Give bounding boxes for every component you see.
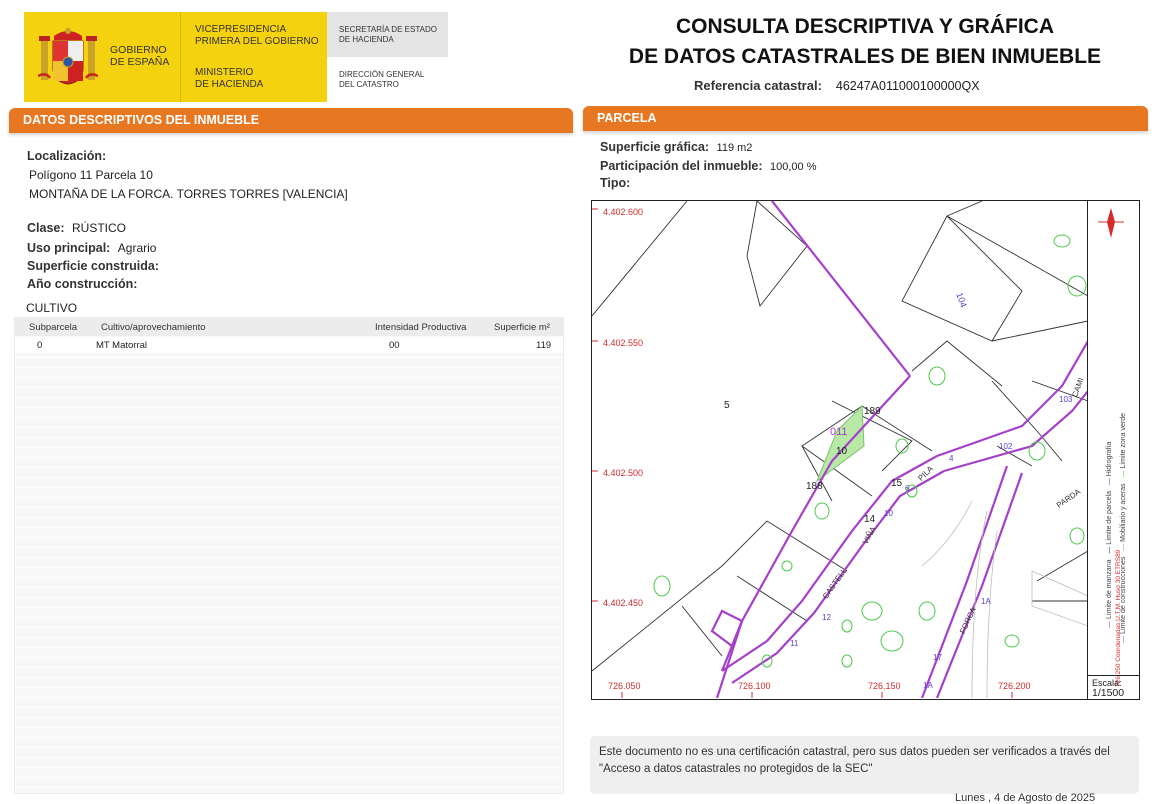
north-arrow-icon — [1094, 206, 1128, 240]
map-y-tick-1: 4.402.600 — [603, 207, 644, 217]
street-label-forca: FORCA — [958, 605, 978, 636]
map-y-tick-2: 4.402.550 — [603, 338, 644, 348]
referencia-value: 46247A011000100000QX — [835, 79, 980, 93]
uso-label: Uso principal: — [27, 241, 111, 255]
legend-limite-manzana: Límite de manzana — [1106, 559, 1113, 620]
banner-grey-block — [327, 12, 448, 102]
legend-limite-construcciones: Límite de construcciones — [1120, 556, 1127, 635]
cell-superficie: 119 — [536, 340, 552, 351]
scale-label: Escala: — [1092, 678, 1122, 688]
road-number-4: 4 — [949, 454, 954, 463]
map-y-tick-3: 4.402.500 — [603, 468, 644, 478]
referencia-label: Referencia catastral: — [694, 78, 822, 93]
parcel-label-104: 104 — [954, 291, 969, 309]
cadastral-map[interactable] — [591, 200, 1140, 700]
map-x-tick-3: 726.150 — [868, 681, 901, 691]
scale-value: 1/1500 — [1092, 687, 1125, 699]
legend-row-2: — Límite de construcciones — Mobiliario y aceras — Límite zona verde — [1120, 413, 1127, 643]
superficie-construida-label: Superficie construida: — [27, 259, 159, 273]
header-subparcela: Subparcela — [29, 322, 78, 333]
superficie-grafica-label: Superficie gráfica: — [600, 140, 710, 154]
cell-subparcela: 0 — [37, 340, 43, 351]
map-scale — [1087, 675, 1140, 700]
parcel-label-5: 5 — [724, 400, 730, 411]
road-number-17: 17 — [933, 653, 942, 662]
road-number-102: 102 — [999, 442, 1013, 451]
table-row — [15, 337, 563, 353]
superficie-grafica-value: 119 m2 — [716, 142, 753, 154]
street-label-cami: CAMI — [1070, 376, 1086, 399]
title-line-2: DE DATOS CATASTRALES DE BIEN INMUEBLE — [628, 45, 1102, 68]
superficie-grafica-row — [600, 138, 752, 156]
map-x-tick-2: 726.100 — [738, 681, 771, 691]
uso-value: Agrario — [117, 241, 157, 255]
map-x-tick-4: 726.200 — [998, 681, 1031, 691]
participacion-label: Participación del inmueble: — [600, 159, 763, 173]
document-title — [600, 12, 1130, 72]
direccion-label: DIRECCIÓN GENERAL DEL CATASTRO — [339, 70, 425, 89]
gobierno-espana-label: GOBIERNO DE ESPAÑA — [110, 44, 170, 68]
section-header-parcela: PARCELA — [583, 106, 1148, 131]
legend-row-1: — Límite de manzana — Límite de parcela — Hidrografía — [1106, 441, 1113, 628]
localizacion-line-2: MONTAÑA DE LA FORCA. TORRES TORRES [VALENCIA] — [29, 187, 348, 201]
legend-limite-parcela: Límite de parcela — [1106, 491, 1113, 545]
cell-cultivo: MT Matorral — [96, 340, 148, 351]
road-number-6: 6 — [905, 484, 910, 493]
localizacion-line-1: Polígono 11 Parcela 10 — [29, 168, 153, 182]
parcel-label-14: 14 — [864, 514, 876, 525]
referencia-catastral — [694, 78, 980, 93]
ministerio-label: MINISTERIO DE HACIENDA — [195, 67, 264, 90]
road-number-1a-lower: 1A — [923, 681, 933, 690]
participacion-value: 100,00 % — [770, 161, 817, 173]
parcel-label-188: 188 — [806, 481, 823, 492]
polygon-label-011: 011 — [830, 426, 848, 438]
cultivo-table — [14, 317, 564, 794]
secretaria-label: SECRETARÍA DE ESTADO DE HACIENDA — [339, 25, 437, 44]
uso-row — [27, 239, 156, 257]
header-intensidad: Intensidad Productiva — [375, 322, 467, 333]
legend-hidrografia: Hidrografía — [1106, 441, 1113, 477]
street-label-pila: PILA — [916, 464, 935, 483]
road-number-103: 103 — [1059, 395, 1073, 404]
parcel-label-10: 10 — [836, 446, 848, 457]
coat-of-arms-logo — [38, 26, 98, 88]
parcel-label-15: 15 — [891, 478, 903, 489]
banner-divider — [180, 12, 181, 102]
map-y-tick-4: 4.402.450 — [603, 598, 644, 608]
anio-construccion-label: Año construcción: — [27, 277, 138, 291]
legend-projection: 726.250 Coordenadas U.T.M. Huso 30 ETRS89 — [1115, 549, 1122, 687]
government-banner — [24, 12, 448, 102]
localizacion-label: Localización: — [27, 149, 107, 163]
road-number-10: 10 — [884, 509, 893, 518]
table-header — [15, 318, 563, 336]
footer-date: Lunes , 4 de Agosto de 2025 — [955, 792, 1096, 804]
disclaimer-box: Este documento no es una certificación catastral, pero sus datos pueden ser verificados a través del "Acceso a datos catastrales no protegidos de la SEC" — [590, 736, 1139, 794]
legend-zona-verde: Límite zona verde — [1120, 413, 1127, 469]
street-label-parda: PARDA — [1054, 487, 1083, 510]
road-number-1a-upper: 1A — [981, 597, 991, 606]
cultivo-title: CULTIVO — [26, 301, 78, 315]
street-label-castell: CASTELL — [820, 566, 849, 601]
header-superficie: Superficie m² — [494, 322, 550, 333]
road-number-12: 12 — [822, 613, 831, 622]
participacion-row — [600, 157, 816, 175]
vicepresidencia-label: VICEPRESIDENCIA PRIMERA DEL GOBIERNO — [195, 24, 319, 47]
clase-value: RÚSTICO — [71, 221, 126, 235]
tipo-label: Tipo: — [600, 176, 631, 190]
cell-intensidad: 00 — [389, 340, 400, 351]
clase-label: Clase: — [27, 221, 65, 235]
parcel-label-189: 189 — [864, 406, 881, 417]
title-line-1: CONSULTA DESCRIPTIVA Y GRÁFICA — [675, 15, 1055, 38]
legend-mobiliario: Mobiliario y aceras — [1120, 483, 1127, 542]
section-header-datos-descriptivos: DATOS DESCRIPTIVOS DEL INMUEBLE — [9, 108, 573, 133]
header-cultivo: Cultivo/aprovechamiento — [101, 322, 206, 333]
street-label-vina: VIÑA — [860, 525, 878, 546]
clase-row — [27, 219, 126, 237]
map-x-tick-1: 726.050 — [608, 681, 641, 691]
road-number-11: 11 — [790, 639, 799, 648]
